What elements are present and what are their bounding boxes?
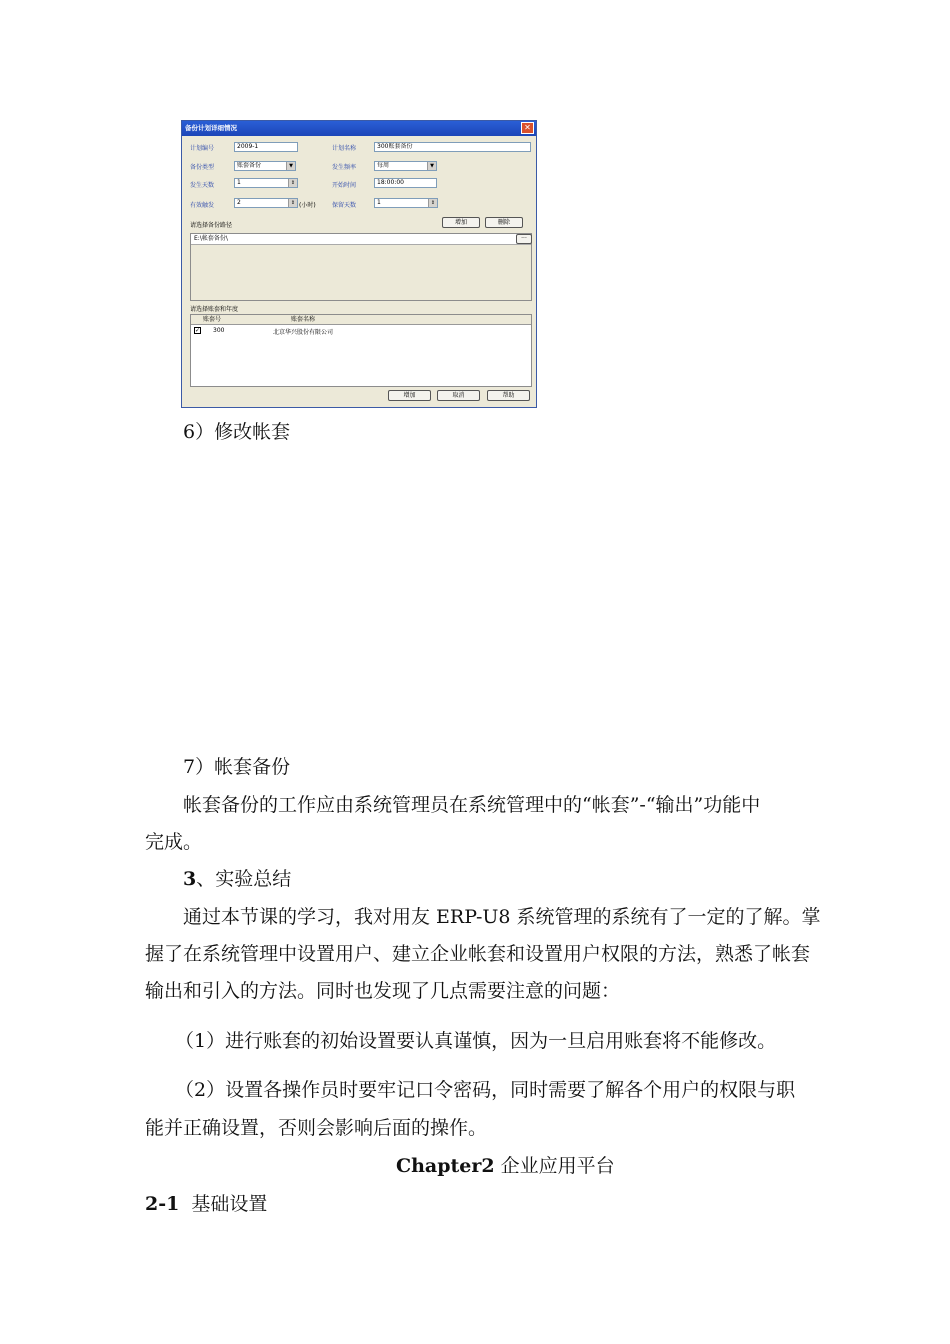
- close-icon[interactable]: ✕: [521, 122, 534, 134]
- chevron-down-icon[interactable]: ▼: [286, 162, 295, 170]
- summary-line2: 握了在系统管理中设置用户、建立企业帐套和设置用户权限的方法，熟悉了帐套: [145, 943, 811, 965]
- frequency-select[interactable]: [374, 161, 437, 171]
- keep-days-stepper[interactable]: [374, 198, 438, 208]
- path-value: E:\帐套备份\: [194, 235, 228, 242]
- subsection-heading: [145, 1189, 267, 1219]
- plan-name-field[interactable]: 300账套备份: [374, 142, 531, 152]
- plan-name-label: 计划名称: [332, 145, 357, 152]
- subsection-title: 基础设置: [179, 1193, 268, 1215]
- add-button[interactable]: 增加: [388, 390, 431, 401]
- chapter-heading: [396, 1151, 615, 1181]
- column-header-name: 账套名称: [291, 316, 316, 323]
- backup-type-value: 账套备份: [237, 162, 262, 169]
- spin-arrows-icon[interactable]: ⇕: [288, 199, 297, 207]
- valid-trigger-value: 2: [237, 199, 241, 206]
- spin-arrows-icon[interactable]: ⇕: [288, 179, 297, 187]
- delete-path-button[interactable]: 删除: [485, 217, 523, 228]
- path-item[interactable]: [191, 234, 531, 245]
- summary-line1: 通过本节课的学习，我对用友 ERP-U8 系统管理的系统有了一定的了解。掌: [183, 906, 821, 928]
- subsection-number: 2-1: [145, 1193, 180, 1215]
- days-value: 1: [237, 179, 241, 186]
- valid-trigger-stepper[interactable]: [234, 198, 298, 208]
- frequency-value: 每周: [377, 162, 390, 169]
- chevron-down-icon[interactable]: ▼: [427, 162, 436, 170]
- cancel-button[interactable]: 取消: [437, 390, 480, 401]
- days-stepper[interactable]: [234, 178, 298, 188]
- note-1: （1）进行账套的初始设置要认真谨慎，因为一旦启用账套将不能修改。: [175, 1030, 777, 1052]
- section-title: 、实验总结: [196, 868, 292, 890]
- heading-backup-account: 7）帐套备份: [183, 756, 291, 778]
- paragraph-backup-line2: 完成。: [145, 831, 203, 853]
- plan-no-label: 计划编号: [190, 145, 215, 152]
- days-label: 发生天数: [190, 182, 215, 189]
- spin-arrows-icon[interactable]: ⇕: [428, 199, 437, 207]
- paths-label: 请选择备份路径: [190, 222, 233, 229]
- note-2-line2: 能并正确设置，否则会影响后面的操作。: [145, 1117, 488, 1139]
- add-path-button[interactable]: 增加: [442, 217, 480, 228]
- backup-plan-dialog: [181, 120, 537, 408]
- keep-days-value: 1: [377, 199, 381, 206]
- plan-no-field[interactable]: 2009-1: [234, 142, 298, 152]
- account-name: 北京华兴股份有限公司: [273, 329, 334, 336]
- summary-line3: 输出和引入的方法。同时也发现了几点需要注意的问题：: [145, 980, 621, 1002]
- paths-list[interactable]: [190, 233, 532, 301]
- start-time-field[interactable]: 18:00:00: [374, 178, 437, 188]
- frequency-label: 发生频率: [332, 164, 357, 171]
- note-2-line1: （2）设置各操作员时要牢记口令密码，同时需要了解各个用户的权限与职: [175, 1079, 796, 1101]
- accounts-table: [190, 314, 532, 387]
- section-summary-heading: [183, 864, 291, 894]
- start-time-label: 开始时间: [332, 182, 357, 189]
- heading-modify-account: 6）修改帐套: [183, 421, 291, 443]
- accounts-label: 请选择账套和年度: [190, 306, 239, 313]
- help-button[interactable]: 帮助: [487, 390, 530, 401]
- column-header-no: 账套号: [203, 316, 222, 323]
- table-header: [191, 315, 531, 325]
- account-checkbox[interactable]: ✓: [195, 327, 201, 334]
- backup-type-select[interactable]: [234, 161, 296, 171]
- backup-type-label: 备份类型: [190, 164, 215, 171]
- chapter-label: Chapter2: [396, 1155, 495, 1177]
- browse-button[interactable]: ···: [516, 234, 532, 244]
- account-no: 300: [213, 327, 225, 334]
- section-number: 3: [183, 868, 197, 890]
- valid-trigger-label: 有效触发: [190, 202, 215, 209]
- dialog-title: 备份计划详细情况: [182, 121, 536, 136]
- chapter-title: 企业应用平台: [494, 1155, 615, 1177]
- keep-days-label: 保留天数: [332, 202, 357, 209]
- hours-unit-label: (小时): [299, 202, 316, 209]
- paragraph-backup-line1: 帐套备份的工作应由系统管理员在系统管理中的“帐套”-“输出”功能中: [183, 794, 761, 816]
